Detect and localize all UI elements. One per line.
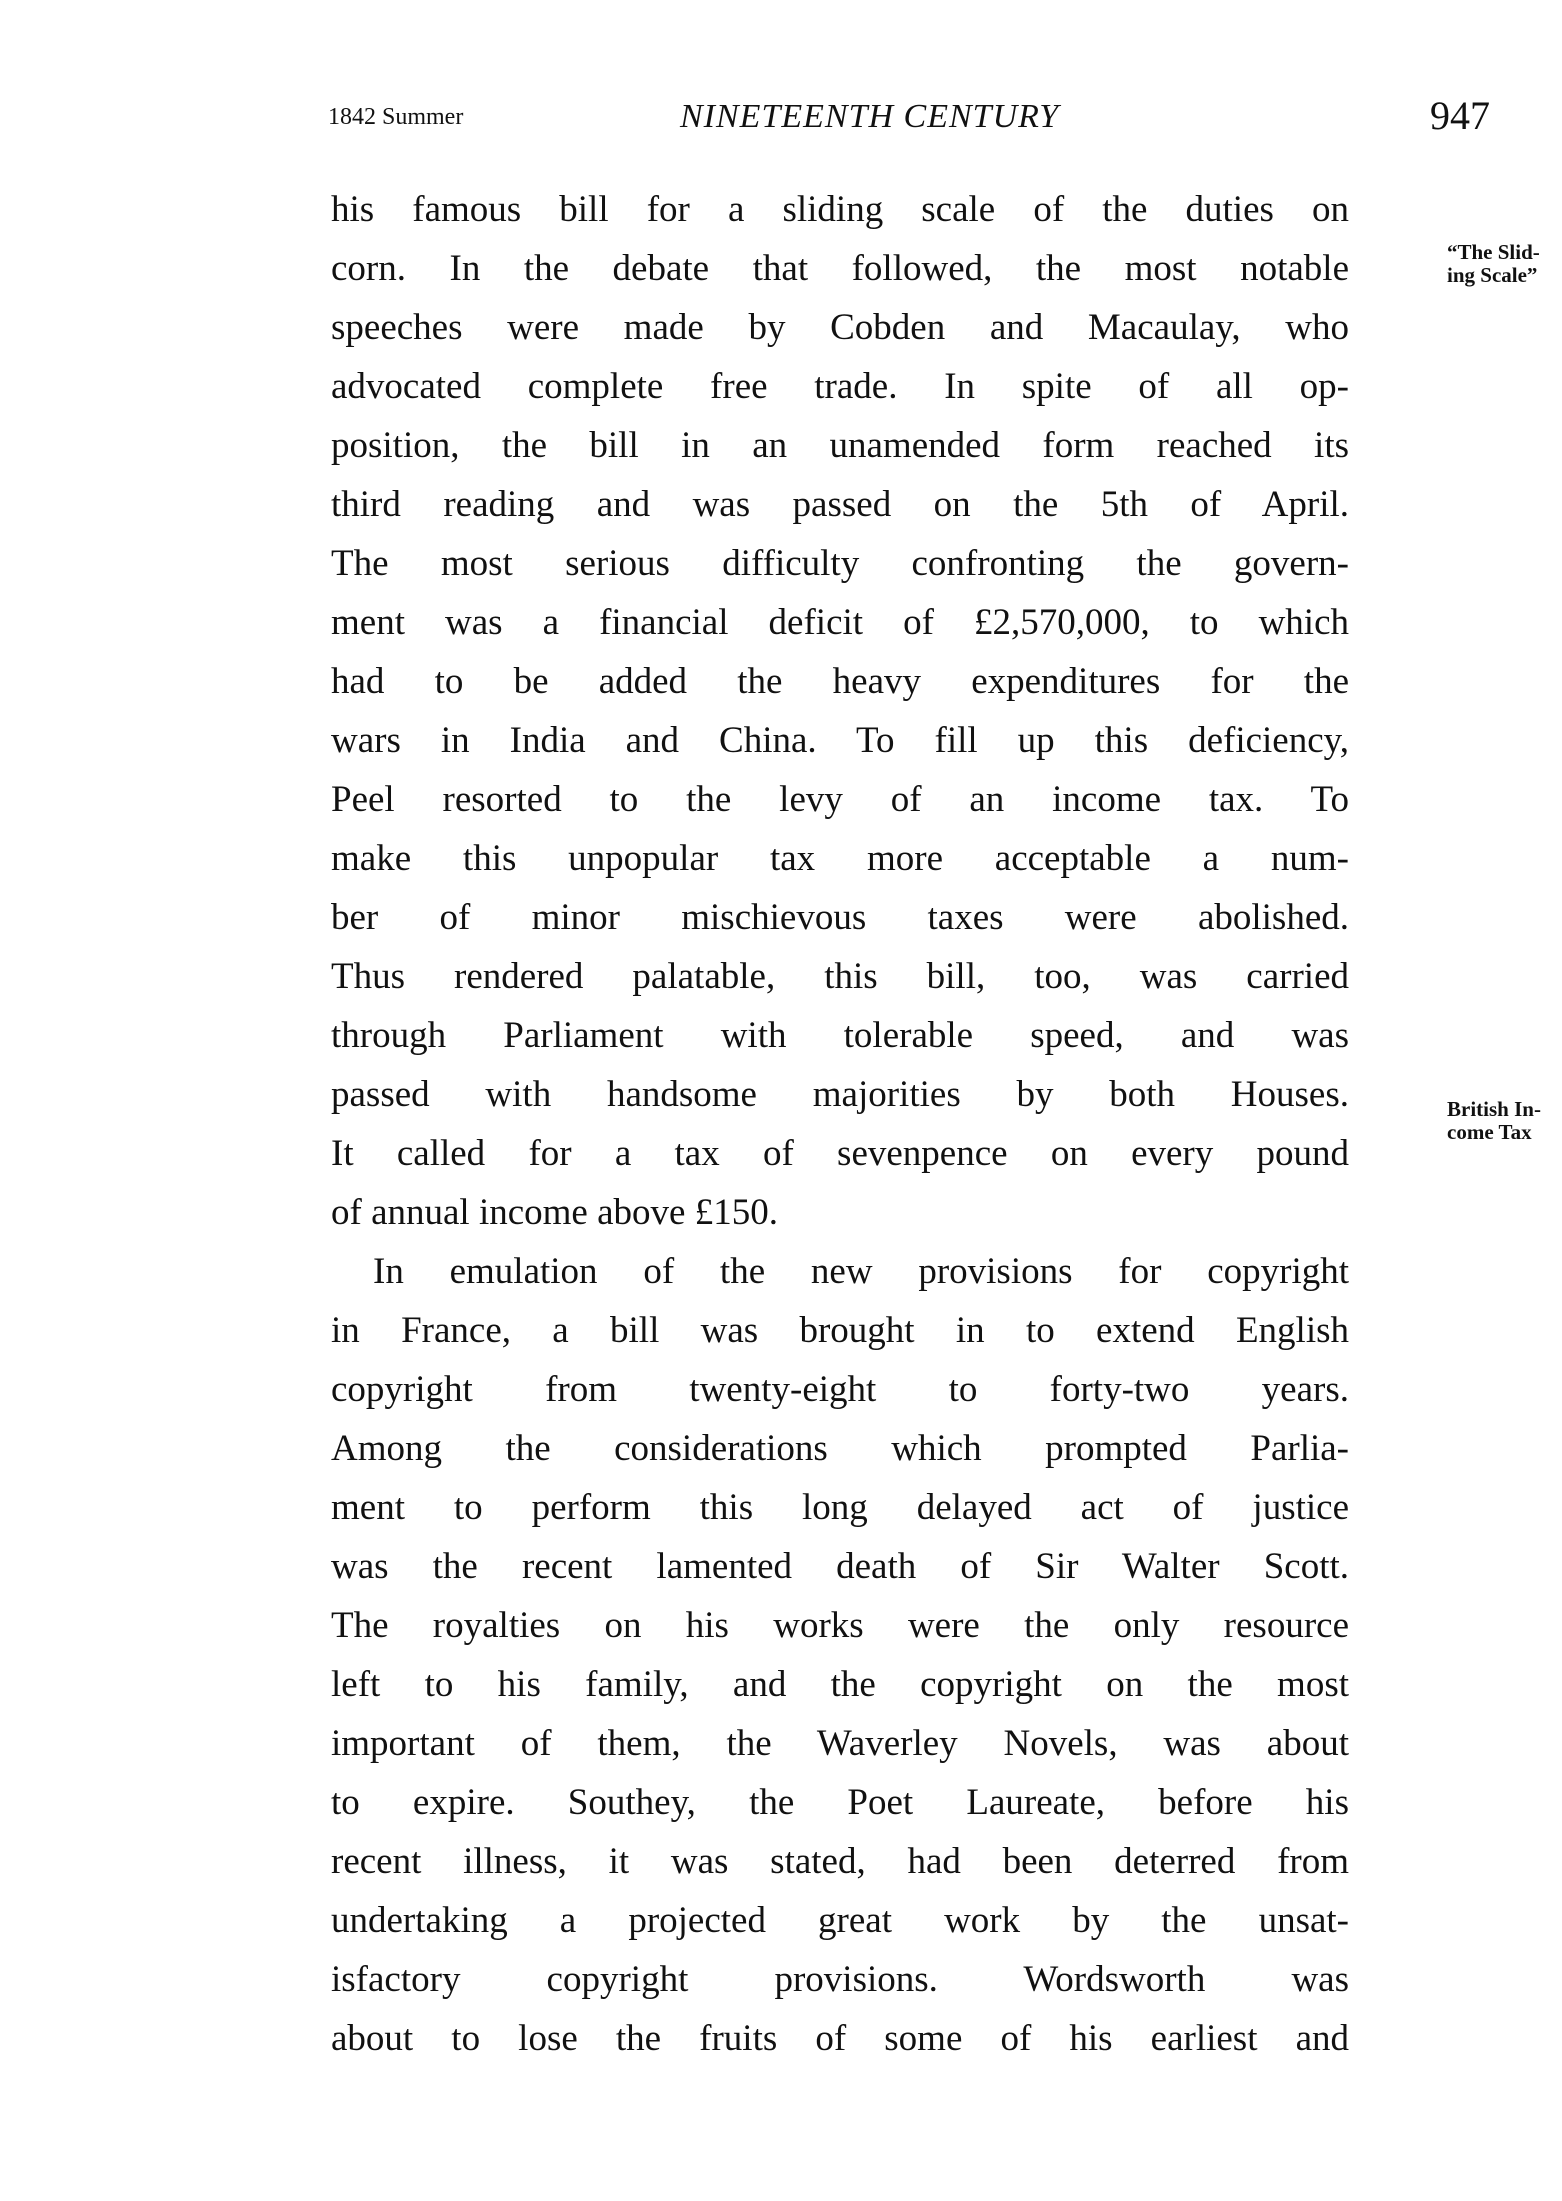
margin-note-income-tax	[1447, 1098, 1541, 1144]
text-line: isfactory copyright provisions. Wordsworth was	[331, 1959, 1349, 2000]
text-line: advocated complete free trade. In spite of all op-	[331, 366, 1349, 407]
text-line: through Parliament with tolerable speed, and was	[331, 1015, 1349, 1056]
text-line: The royalties on his works were the only resource	[331, 1605, 1349, 1646]
text-line: Peel resorted to the levy of an income tax. To	[331, 779, 1349, 820]
text-line: ber of minor mischievous taxes were abolished.	[331, 897, 1349, 938]
text-line: had to be added the heavy expenditures for the	[331, 661, 1349, 702]
text-line: The most serious difficulty confronting the govern-	[331, 543, 1349, 584]
text-line: copyright from twenty-eight to forty-two years.	[331, 1369, 1349, 1410]
page-number: 947	[1430, 93, 1490, 138]
text-line: important of them, the Waverley Novels, was about	[331, 1723, 1349, 1764]
text-line: corn. In the debate that followed, the most notable	[331, 248, 1349, 289]
margin-note-line: ing Scale”	[1447, 263, 1538, 287]
margin-note-sliding-scale	[1447, 241, 1540, 287]
margin-note-line: “The Slid-	[1447, 240, 1540, 264]
text-line: third reading and was passed on the 5th of April.	[331, 484, 1349, 525]
running-head-title: NINETEENTH CENTURY	[680, 98, 1060, 135]
text-line: position, the bill in an unamended form reached its	[331, 425, 1349, 466]
body-text	[331, 180, 1349, 2068]
text-line: ment was a financial deficit of £2,570,000, to which	[331, 602, 1349, 643]
text-line: in France, a bill was brought in to extend English	[331, 1310, 1349, 1351]
text-line: about to lose the fruits of some of his earliest and	[331, 2018, 1349, 2059]
text-line: recent illness, it was stated, had been deterred from	[331, 1841, 1349, 1882]
margin-note-line: come Tax	[1447, 1120, 1532, 1144]
text-line: wars in India and China. To fill up this deficiency,	[331, 720, 1349, 761]
text-line: passed with handsome majorities by both Houses.	[331, 1074, 1349, 1115]
text-line: left to his family, and the copyright on the most	[331, 1664, 1349, 1705]
text-line: was the recent lamented death of Sir Walter Scott.	[331, 1546, 1349, 1587]
text-line: make this unpopular tax more acceptable a num-	[331, 838, 1349, 879]
text-line: to expire. Southey, the Poet Laureate, before his	[331, 1782, 1349, 1823]
text-line: Among the considerations which prompted Parlia-	[331, 1428, 1349, 1469]
text-line: undertaking a projected great work by the unsat-	[331, 1900, 1349, 1941]
margin-note-line: British In-	[1447, 1097, 1541, 1121]
text-line: of annual income above £150.	[331, 1192, 778, 1233]
running-head-date: 1842 Summer	[328, 104, 464, 130]
text-line: Thus rendered palatable, this bill, too, was carried	[331, 956, 1349, 997]
text-line: his famous bill for a sliding scale of the duties on	[331, 189, 1349, 230]
text-line: In emulation of the new provisions for copyright	[373, 1251, 1349, 1292]
text-line: speeches were made by Cobden and Macaulay, who	[331, 307, 1349, 348]
text-line: ment to perform this long delayed act of justice	[331, 1487, 1349, 1528]
text-line: It called for a tax of sevenpence on every pound	[331, 1133, 1349, 1174]
